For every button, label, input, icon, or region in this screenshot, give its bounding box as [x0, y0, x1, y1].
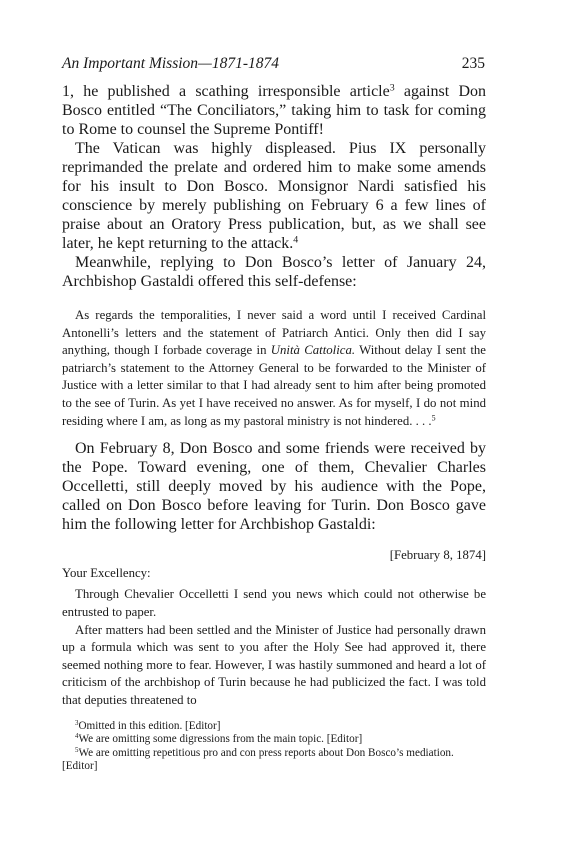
body-paragraph-3: Meanwhile, replying to Don Bosco’s letter of January 24, Archbishop Gastaldi offered this self-defense:: [62, 254, 486, 290]
page-number: 235: [461, 55, 485, 72]
footnote-ref-3: 3: [389, 82, 395, 94]
footnote-5: [62, 747, 486, 761]
page-body: [62, 82, 486, 774]
letter-salutation: Your Excellency:: [62, 565, 151, 580]
paragraph-text: 1, he published a scathing irresponsible article: [62, 83, 390, 100]
footnote-text: We are omitting some digressions from the main topic. [Editor]: [78, 733, 363, 746]
block-quote: [62, 307, 486, 430]
letter-date: [February 8, 1874]: [389, 548, 486, 563]
running-head: An Important Mission—1871-1874: [62, 55, 279, 72]
letter-block: [62, 547, 486, 709]
footnote-text: Omitted in this edition. [Editor]: [78, 719, 221, 732]
quote-paragraph: [62, 307, 486, 430]
footnotes: [62, 720, 486, 774]
quote-text: Without delay I sent the patriarch’s statement to the Attorney General to be forwarded to the Minister of Justice with a letter similar to that I had already sent to him after being promoted to the see of Turin. As yet I have received no answer. As for myself, I do not mind residing where I am, as long as my pastoral ministry is not hindered. . . .: [62, 343, 486, 428]
footnote-ref-4: 4: [293, 234, 299, 246]
spacer: [62, 534, 486, 547]
footnote-mark: 3: [75, 718, 79, 727]
quote-text: As regards the temporalities, I never said a word until I received Cardinal Antonelli’s letters and the statement of Patriarch Antici. Only then did I say anything, though I forbade coverage in: [62, 308, 486, 358]
paragraph-text: The Vatican was highly displeased. Pius IX personally reprimanded the prelate and ordered him to make some amends for his insult to Don Bosco. Monsignor Nardi satisfied his conscience by merely publishing on February 6 a few lines of praise about an Oratory Press publication, but, as we shall see later, he kept returning to the attack.: [62, 140, 486, 252]
footnote-3: [62, 720, 486, 734]
page-header: [62, 55, 485, 75]
body-paragraph-4: On February 8, Don Bosco and some friends were received by the Pope. Toward evening, one of them, Chevalier Charles Occelletti, still deeply moved by his audience with the Pope, called on Don Bosco before leaving for Turin. Don Bosco gave him the following letter for Archbishop Gastaldi:: [62, 440, 486, 534]
spacer: [62, 291, 486, 307]
body-paragraph-2: [62, 139, 486, 253]
letter-paragraph-1: Through Chevalier Occelletti I send you news which could not otherwise be entrusted to paper.: [62, 587, 486, 619]
spacer: [62, 430, 486, 439]
footnote-ref-5: 5: [431, 413, 436, 423]
newspaper-title: Unità Cattolica.: [270, 343, 356, 358]
footnote-text: We are omitting repetitious pro and con press reports about Don Bosco’s mediation.: [78, 746, 454, 759]
body-paragraph-1: [62, 82, 486, 139]
footnote-mark: 5: [75, 745, 79, 754]
paragraph-text: against Don Bosco entitled “The Conciliators,” taking him to task for coming to Rome to counsel the Supreme Pontiff!: [62, 83, 486, 138]
letter-paragraph-2: After matters had been settled and the Minister of Justice had personally drawn up a formula which was sent to you after the Holy See had approved it, there seemed nothing more to fear. However, I was hastily summoned and heard a lot of criticism of the archbishop of Turin because he had publicized the fact. I was told that deputies threatened to: [62, 622, 486, 707]
footnote-mark: 4: [75, 732, 79, 741]
footnote-5-continued: [Editor]: [62, 760, 98, 773]
footnote-4: [62, 733, 486, 747]
